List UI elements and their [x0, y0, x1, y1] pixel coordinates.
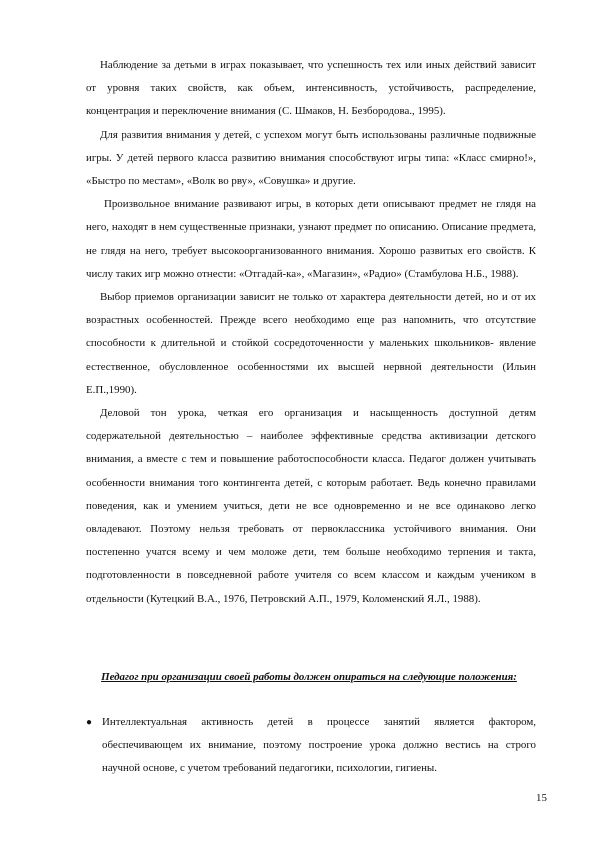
list-item-text: Интеллектуальная активность детей в процессе занятий является фактором, обеспечивающем их внимание, поэтому построение урока должно вестись на строго научной основе, с учетом требований педагогики, психологии, гигиены. — [102, 716, 536, 775]
paragraph-outdoor-games: Для развития внимания у детей, с успехом могут быть использованы различные подвижные игры. У детей первого класса развитию внимания способствуют игры типа: «Класс смирно!», «Быстро по местам», «Волк во рву», «Совушка» и другие. — [86, 128, 536, 188]
list-item — [86, 711, 536, 781]
section-heading: Педагог при организации своей работы должен опираться на следующие положения: — [101, 671, 517, 683]
bullet-list — [86, 711, 536, 781]
bullet-icon: ● — [86, 717, 93, 728]
body-text — [86, 54, 536, 611]
paragraph-lesson-tone: Деловой тон урока, четкая его организация и насыщенность доступной детям содержательной деятельностью – наиболее эффективные средства активизации детского внимания, а вместе с тем и повышение работоспособности класса. Педагог должен учитывать особенности внимания того контингента детей, с которым работает. Ведь конечно правилами поведения, как и умением учиться, дети не все одновременно и не все одинаково легко овладевают. Поэтому нельзя требовать от первоклассника устойчивого внимания. Они постепенно учатся всему и чем моложе дети, тем больше необходимо терпения и такта, подготовленности в повседневной работе учителя со всем классом и каждым учеником в отдельности (Кутецкий В.А., 1976, Петровский А.П., 1979, Коломенский Я.Л., 1988). — [86, 407, 536, 605]
paragraph-technique-choice: Выбор приемов организации зависит не только от характера деятельности детей, но и от их возрастных особенностей. Прежде всего необходимо еще раз напомнить, что отсутствие способности к длительной и стойкой сосредоточенности у маленьких школьников- явление естественное, обусловленное особенностями их высшей нервной деятельности (Ильин Е.П.,1990). — [86, 291, 536, 396]
paragraph-voluntary-attention: Произвольное внимание развивают игры, в которых дети описывают предмет не глядя на него, находят в нем существенные признаки, узнают предмет по описанию. Описание предмета, не глядя на него, требует высокоорганизованного внимания. Хорошо развитых его свойств. К числу таких игр можно отнести: «Отгадай-ка», «Магазин», «Радио» (Стамбулова Н.Б., 1988). — [86, 198, 536, 280]
paragraph-games-observation: Наблюдение за детьми в играх показывает, что успешность тех или иных действий зависит от уровня таких свойств, как объем, интенсивность, устойчивость, распределение, концентрация и переключение внимания (С. Шмаков, Н. Безбородова., 1995). — [86, 59, 536, 118]
page-number: 15 — [536, 792, 547, 804]
